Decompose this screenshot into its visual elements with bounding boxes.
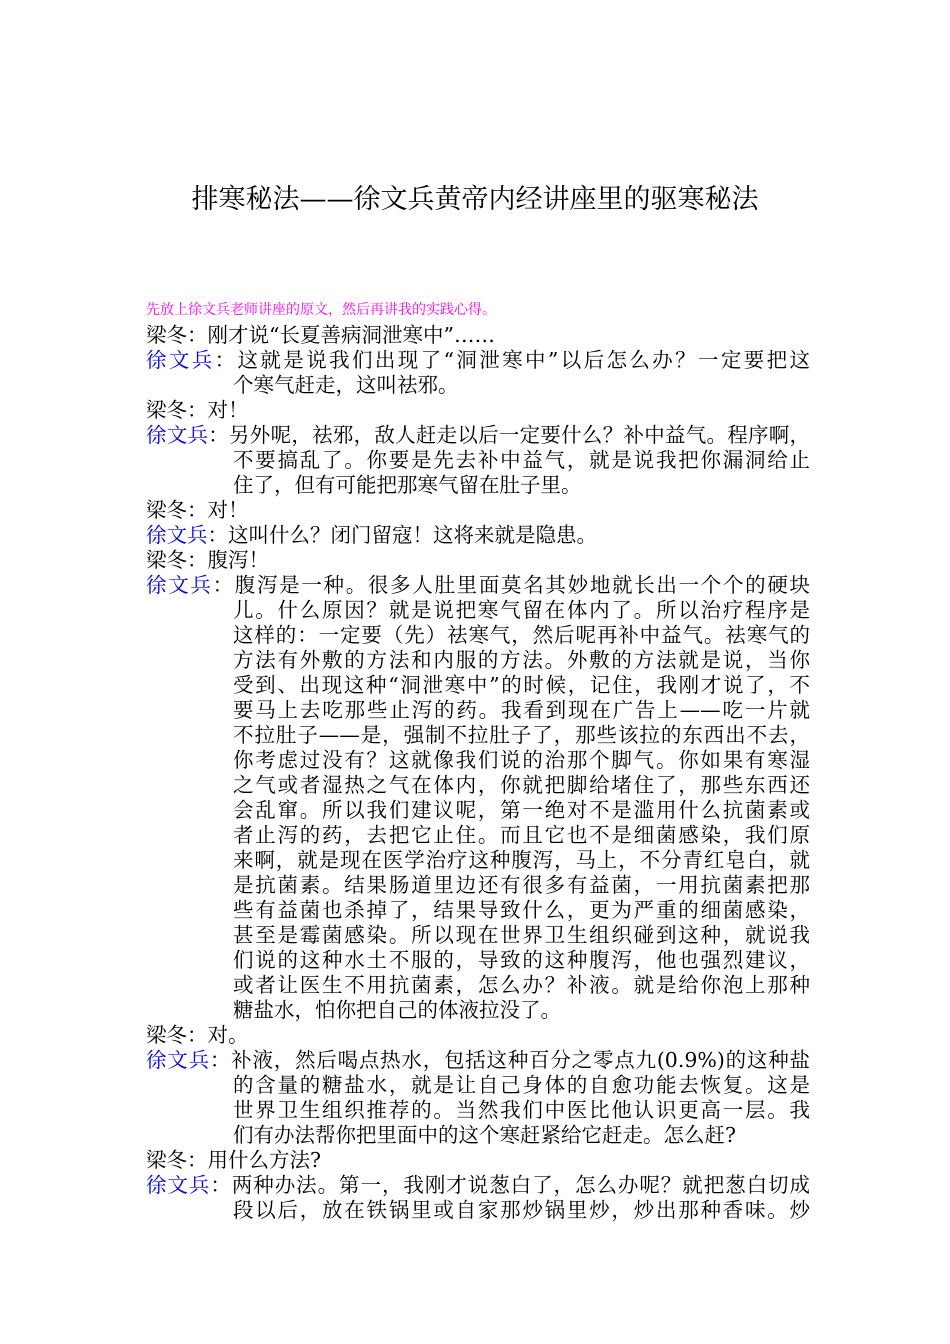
- document-title: 排寒秘法——徐文兵黄帝内经讲座里的驱寒秘法: [191, 184, 759, 215]
- speaker-colon: ：: [209, 1048, 232, 1072]
- speaker-name: 徐文兵: [146, 1173, 211, 1197]
- dialogue-text: 对！: [207, 498, 249, 522]
- dialogue-line: [146, 1148, 810, 1173]
- speaker-colon: ：: [207, 523, 228, 547]
- dialogue-turn-xu-wenbing: [146, 1048, 810, 1148]
- dialogue-line: 世界卫生组织推荐的。当然我们中医比他认识更高一层。我: [233, 1098, 810, 1122]
- dialogue-text: 这叫什么？闭门留寇！这将来就是隐患。: [228, 523, 597, 547]
- speaker-colon: ：: [187, 398, 208, 422]
- dialogue-line: 段以后，放在铁锅里或自家那炒锅里炒，炒出那种香味。炒: [233, 1198, 810, 1222]
- dialogue-text: 这就是说我们出现了“洞泄寒中”以后怎么办？一定要把这: [237, 348, 811, 372]
- dialogue-line: [146, 523, 810, 548]
- dialogue-line: 糖盐水，怕你把自己的体液拉没了。: [233, 998, 561, 1022]
- dialogue-turn-xu-wenbing: [146, 423, 810, 498]
- speaker-colon: ：: [210, 1173, 232, 1197]
- dialogue-text: 对。: [207, 1023, 249, 1047]
- dialogue-line: 们说的这种水土不服的，导致的这种腹泻，他也强烈建议，: [233, 948, 810, 972]
- dialogue-turn-liang-dong: [146, 398, 810, 423]
- speaker-colon: ：: [187, 1023, 208, 1047]
- dialogue-line: [146, 1048, 810, 1073]
- speaker-name: 徐文兵: [146, 348, 215, 372]
- dialogue-line: [146, 1173, 810, 1198]
- dialogue-line: 不拉肚子——是，强制不拉肚子了，那些该拉的东西出不去，: [233, 723, 810, 747]
- dialogue-line: 儿。什么原因？就是说把寒气留在体内了。所以治疗程序是: [233, 598, 810, 622]
- speaker-colon: ：: [208, 423, 230, 447]
- dialogue-turn-liang-dong: [146, 548, 810, 573]
- speaker-name: 梁冬: [146, 398, 187, 422]
- dialogue-line: 些有益菌也杀掉了，结果导致什么，更为严重的细菌感染，: [233, 898, 810, 922]
- dialogue-line: [146, 573, 810, 598]
- dialogue-line: 甚至是霉菌感染。所以现在世界卫生组织碰到这种，就说我: [233, 923, 810, 947]
- dialogue-text: 两种办法。第一，我刚才说葱白了，怎么办呢？就把葱白切成: [231, 1173, 811, 1197]
- speaker-colon: ：: [187, 548, 208, 572]
- speaker-colon: ：: [214, 348, 238, 372]
- dialogue-line: 来啊，就是现在医学治疗这种腹泻，马上，不分青红皂白，就: [233, 848, 810, 872]
- dialogue-line: [146, 398, 810, 423]
- speaker-name: 徐文兵: [146, 1048, 210, 1072]
- speaker-name: 徐文兵: [146, 573, 213, 597]
- dialogue-line: 会乱窜。所以我们建议呢，第一绝对不是滥用什么抗菌素或: [233, 798, 810, 822]
- dialogue-turn-liang-dong: [146, 323, 810, 348]
- dialogue-line: 方法有外敷的方法和内服的方法。外敷的方法就是说，当你: [233, 648, 810, 672]
- dialogue-line: [146, 348, 810, 373]
- dialogue-text: 对！: [207, 398, 249, 422]
- dialogue-line: 住了，但有可能把那寒气留在肚子里。: [233, 473, 582, 497]
- dialogue-text: 补液，然后喝点热水，包括这种百分之零点九(0.9%)的这种盐: [231, 1048, 811, 1072]
- dialogue-line: 之气或者湿热之气在体内，你就把脚给堵住了，那些东西还: [233, 773, 810, 797]
- dialogue-turn-liang-dong: [146, 1023, 810, 1048]
- dialogue-turn-xu-wenbing: [146, 573, 810, 1023]
- dialogue-line: [146, 323, 810, 348]
- dialogue-line: 要马上去吃那些止泻的药。我看到现在广告上——吃一片就: [233, 698, 810, 722]
- speaker-name: 徐文兵: [146, 423, 209, 447]
- dialogue-turn-liang-dong: [146, 498, 810, 523]
- dialogue-turn-liang-dong: [146, 1148, 810, 1173]
- speaker-colon: ：: [187, 498, 208, 522]
- speaker-name: 梁冬: [146, 1023, 187, 1047]
- speaker-colon: ：: [212, 573, 235, 597]
- dialogue-line: 你考虑过没有？这就像我们说的治那个脚气。你如果有寒湿: [233, 748, 810, 772]
- dialogue-line: [146, 498, 810, 523]
- dialogue-text: 腹泻！: [207, 548, 269, 572]
- speaker-colon: ：: [187, 1148, 208, 1172]
- speaker-name: 梁冬: [146, 548, 187, 572]
- dialogue-line: [146, 1023, 810, 1048]
- speaker-name: 徐文兵: [146, 523, 208, 547]
- dialogue-line: 受到、出现这种“洞泄寒中”的时候，记住，我刚才说了，不: [233, 673, 810, 697]
- dialogue-text: 用什么方法?: [207, 1148, 321, 1172]
- dialogue-line: 不要搞乱了。你要是先去补中益气，就是说我把你漏洞给止: [233, 448, 810, 472]
- dialogue-line: 者止泻的药，去把它止住。而且它也不是细菌感染，我们原: [233, 823, 810, 847]
- dialogue-text: 另外呢，祛邪，敌人赶走以后一定要什么？补中益气。程序啊，: [229, 423, 811, 447]
- dialogue-turn-xu-wenbing: [146, 523, 810, 548]
- dialogue-line: [146, 548, 810, 573]
- editor-note: 先放上徐文兵老师讲座的原文，然后再讲我的实践心得。: [146, 302, 496, 318]
- speaker-name: 梁冬: [146, 1148, 187, 1172]
- dialogue-line: [146, 423, 810, 448]
- speaker-colon: ：: [187, 323, 208, 347]
- dialogue-line: 是抗菌素。结果肠道里边还有很多有益菌，一用抗菌素把那: [233, 873, 810, 897]
- dialogue-text: 刚才说“长夏善病洞泄寒中”……: [207, 323, 495, 347]
- dialogue-line: 个寒气赶走，这叫祛邪。: [233, 373, 459, 397]
- dialogue-line: 的含量的糖盐水，就是让自己身体的自愈功能去恢复。这是: [233, 1073, 810, 1097]
- dialogue-line: 或者让医生不用抗菌素，怎么办？补液。就是给你泡上那种: [233, 973, 810, 997]
- dialogue-turn-xu-wenbing: [146, 1173, 810, 1223]
- dialogue-line: 们有办法帮你把里面中的这个寒赶紧给它赶走。怎么赶?: [233, 1123, 736, 1147]
- dialogue: [146, 323, 810, 1223]
- dialogue-text: 腹泻是一种。很多人肚里面莫名其妙地就长出一个个的硬块: [234, 573, 811, 597]
- dialogue-line: 这样的：一定要（先）祛寒气，然后呢再补中益气。祛寒气的: [233, 623, 810, 647]
- speaker-name: 梁冬: [146, 498, 187, 522]
- dialogue-turn-xu-wenbing: [146, 348, 810, 398]
- speaker-name: 梁冬: [146, 323, 187, 347]
